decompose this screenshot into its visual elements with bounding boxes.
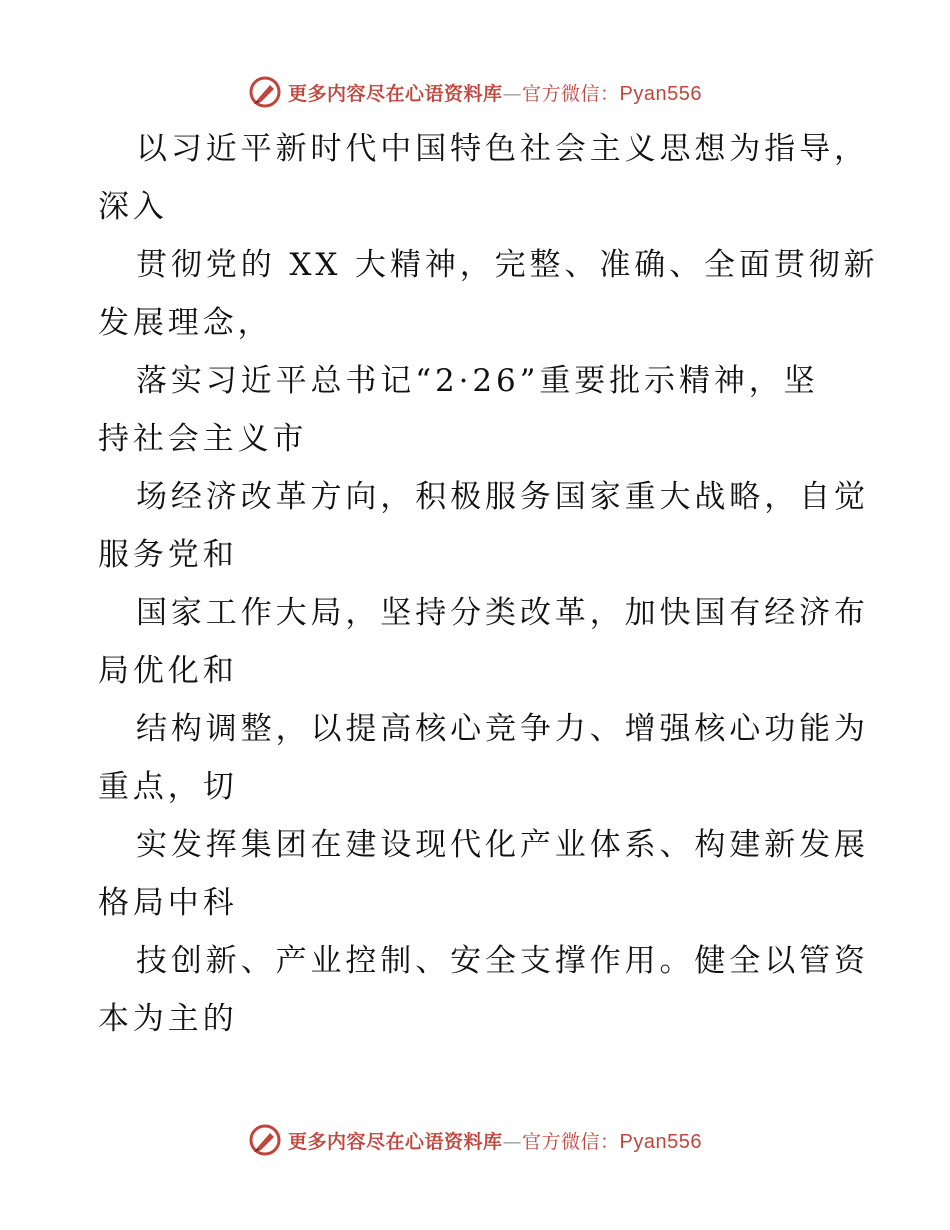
paragraph xyxy=(98,816,869,932)
banner-site-name: 更多内容尽在心语资料库 xyxy=(288,1130,503,1153)
paragraph-line: 结构调整，以提高核心竞争力、增强核心功能为 xyxy=(136,711,869,747)
paragraph-line: 场经济改革方向，积极服务国家重大战略，自觉 xyxy=(136,479,869,515)
banner-wechat-label: 官方微信： xyxy=(522,1130,620,1153)
paragraph-line: 实发挥集团在建设现代化产业体系、构建新发展 xyxy=(136,827,869,863)
paragraph-line: 深入 xyxy=(98,189,168,225)
pen-nib-logo-icon xyxy=(248,1123,282,1157)
paragraph xyxy=(98,932,869,1048)
footer-watermark-banner xyxy=(0,1120,950,1160)
banner-dash: — xyxy=(502,1130,523,1153)
paragraph xyxy=(98,468,869,584)
paragraph-line: 发展理念， xyxy=(98,305,273,341)
paragraph xyxy=(98,584,869,700)
paragraph-line: 技创新、产业控制、安全支撑作用。健全以管资 xyxy=(136,943,869,979)
banner-text xyxy=(288,1127,702,1154)
paragraph-line: 落实习近平总书记“2·26”重要批示精神，坚 xyxy=(136,363,819,399)
banner-site-name: 更多内容尽在心语资料库 xyxy=(288,82,503,105)
paragraph-line: 贯彻党的 XX 大精神，完整、准确、全面贯彻新 xyxy=(136,247,879,283)
header-watermark-banner xyxy=(0,72,950,112)
paragraph xyxy=(98,700,869,816)
paragraph-line: 服务党和 xyxy=(98,537,238,573)
paragraph-line: 重点，切 xyxy=(98,769,238,805)
paragraph-line: 局优化和 xyxy=(98,653,238,689)
paragraph xyxy=(98,352,858,468)
banner-dash: — xyxy=(502,82,523,105)
paragraph-line: 国家工作大局，坚持分类改革，加快国有经济布 xyxy=(136,595,869,631)
banner-text xyxy=(288,79,702,106)
paragraph-line: 以习近平新时代中国特色社会主义思想为指导， xyxy=(136,131,869,167)
banner-wechat-id: Pyan556 xyxy=(619,82,702,105)
paragraph-line: 本为主的 xyxy=(98,1001,238,1037)
banner-wechat-label: 官方微信： xyxy=(522,82,620,105)
paragraph-line: 格局中科 xyxy=(98,885,238,921)
paragraph xyxy=(98,120,869,236)
pen-nib-logo-icon xyxy=(248,75,282,109)
document-body xyxy=(98,120,879,1048)
paragraph-line: 持社会主义市 xyxy=(98,421,308,457)
banner-wechat-id: Pyan556 xyxy=(619,1130,702,1153)
paragraph xyxy=(98,236,879,352)
